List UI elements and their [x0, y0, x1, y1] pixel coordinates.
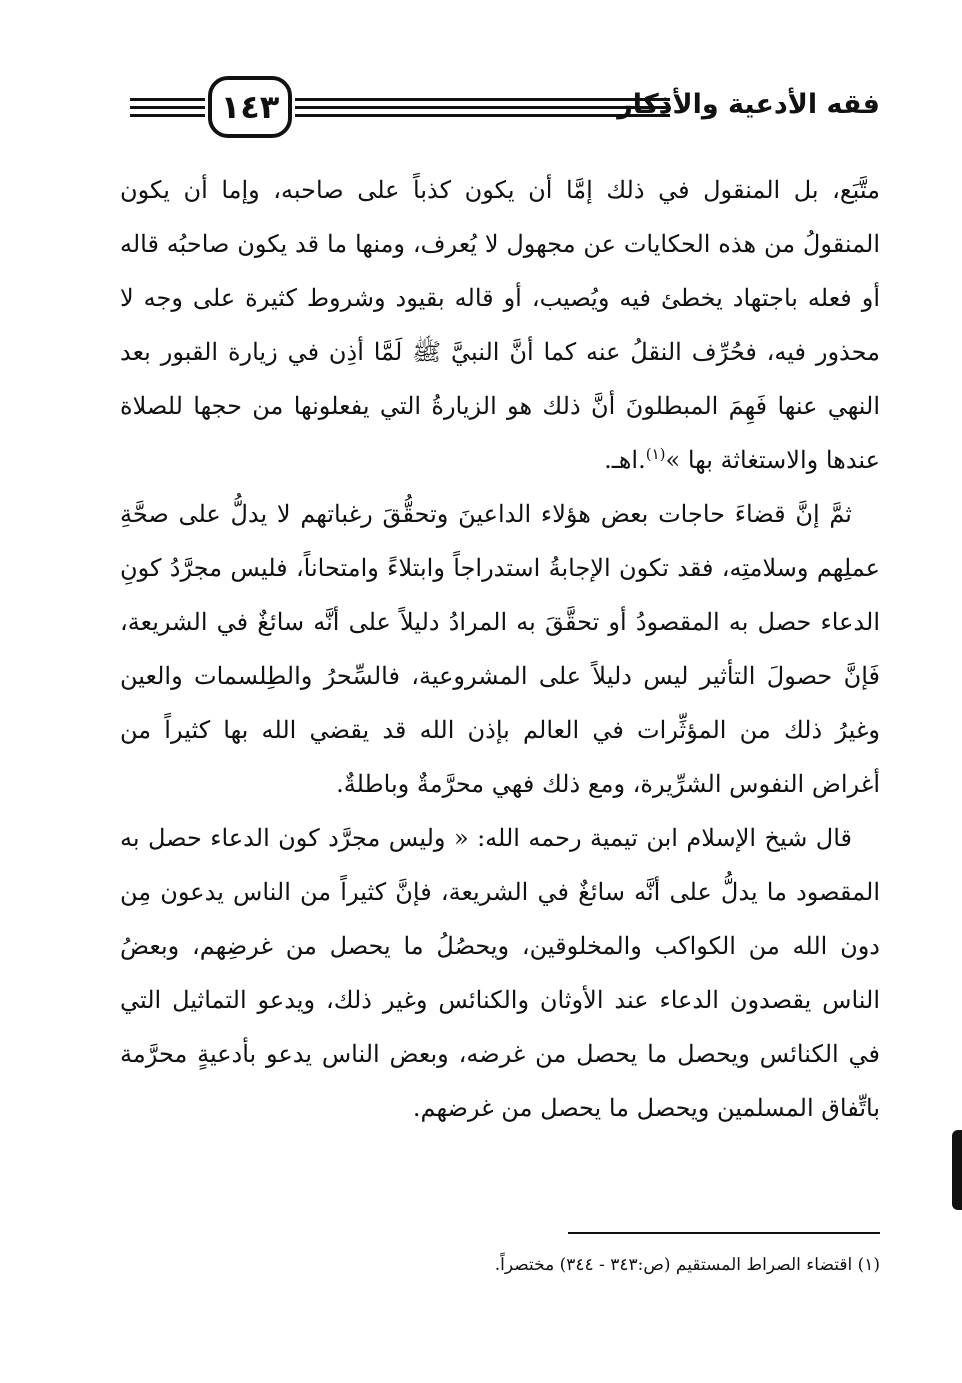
header-rule [130, 98, 205, 101]
header-rule [295, 98, 670, 101]
footnote: (١) اقتضاء الصراط المستقيم (ص:٣٤٣ - ٣٤٤) مختصراً. [494, 1255, 880, 1275]
paragraph: ثمَّ إنَّ قضاءَ حاجات بعض هؤلاء الداعينَ وتحقُّقَ رغباتهم لا يدلُّ على صحَّةِ عملِهم وسلامتِه، فقد تكون الإجابةُ استدراجاً وابتلاءً وامتحاناً، فليس مجرَّدُ كونِ الدعاء حصل به المقصودُ أو تحقَّقَ به المرادُ دليلاً على أنَّه سائغٌ في الشريعة، فَإنَّ حصولَ التأثير ليس دليلاً على المشروعية، فالسِّحرُ والطِلسمات والعين وغيرُ ذلك من المؤثِّرات في العالم بإذن الله قد يقضي الله بها كثيراً من أغراض النفوس الشرِّيرة، ومع ذلك فهي محرَّمةٌ وباطلةٌ. [120, 500, 880, 798]
page-edge-mark [952, 1130, 962, 1210]
book-title: فقه الأدعية والأذكار [617, 89, 880, 120]
paragraph-text: متَّبَع، بل المنقول في ذلك إمَّا أن يكون كذباً على صاحبه، وإما أن يكون المنقولُ من هذه الحكايات عن مجهول لا يُعرف، ومنها ما قد يكون صاحبُه قاله أو فعله باجتهاد يخطئ فيه ويُصيب، أو قاله بقيود وشروط كثيرة على وجه لا محذور فيه، فحُرِّف النقلُ عنه كما أنَّ النبيَّ ﷺ لَمَّا أذِن في زيارة القبور بعد النهي عنها فَهِمَ المبطلونَ أنَّ ذلك هو الزيارةُ التي يفعلونها من حجها للصلاة عندها والاستغاثة بها » [120, 176, 880, 474]
header-rule [130, 106, 205, 109]
paragraph: قال شيخ الإسلام ابن تيمية رحمه الله: « وليس مجرَّد كون الدعاء حصل به المقصود ما يدلُّ على أنَّه سائغٌ في الشريعة، فإنَّ كثيراً من الناس يدعون مِن دون الله من الكواكب والمخلوقين، ويحصُلُ ما يحصل من غرضِهم، وبعضُ الناس يقصدون الدعاء عند الأوثان والكنائس وغير ذلك، ويدعو التماثيل التي في الكنائس ويحصل ما يحصل من غرضه، وبعض الناس يدعو بأدعيةٍ محرَّمة باتِّفاق المسلمين ويحصل ما يحصل من غرضهم. [120, 824, 880, 1122]
page-body [120, 163, 880, 1135]
footnote-reference: (١) [645, 445, 666, 463]
footnote-separator [568, 1232, 880, 1234]
page-header [120, 70, 880, 150]
paragraph [120, 163, 880, 487]
header-rule [295, 106, 670, 109]
page-number: ١٤٣ [208, 76, 292, 138]
paragraph-tail: .اهـ. [604, 446, 646, 474]
header-rule [130, 114, 205, 117]
header-rule [295, 114, 670, 117]
